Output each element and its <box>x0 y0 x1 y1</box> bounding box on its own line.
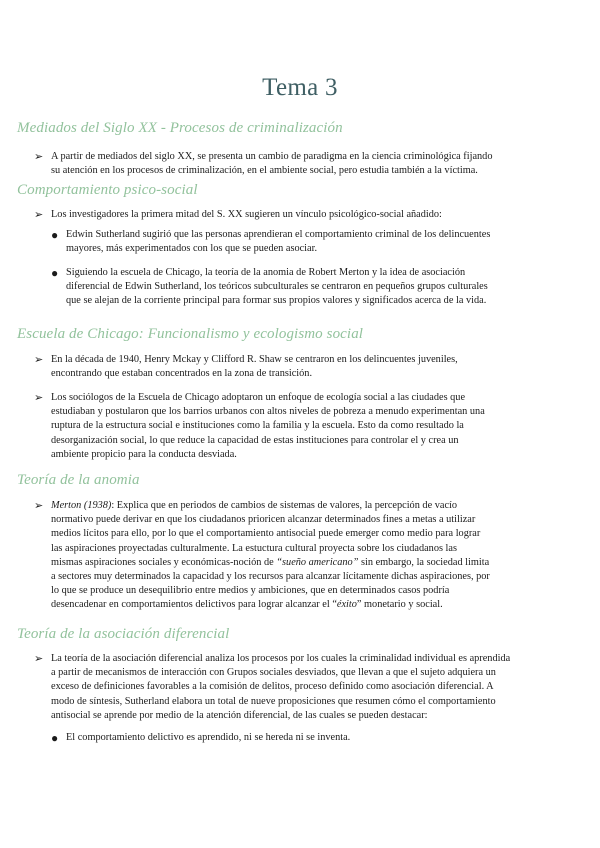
arrow-bullet-icon: ➢ <box>34 354 44 366</box>
arrow-bullet-icon: ➢ <box>34 392 44 404</box>
bullet-dot-icon: ● <box>51 228 59 242</box>
arrow-bullet-icon: ➢ <box>34 209 44 221</box>
paragraph-investigadores: Los investigadores la primera mitad del S. XX sugieren un vínculo psicológico-social añadido: <box>51 209 442 220</box>
paragraph-decada-1940: En la década de 1940, Henry Mckay y Clifford R. Shaw se centraron en los delincuentes juveniles, encontrando que estaban concentrados en la zona de transición. <box>51 354 458 380</box>
section-heading-anomia: Teoría de la anomia <box>17 472 140 488</box>
section-heading-asociacion-diferencial: Teoría de la asociación diferencial <box>17 626 230 642</box>
section-heading-mediados: Mediados del Siglo XX - Procesos de criminalización <box>17 120 343 136</box>
paragraph-paradigma: A partir de mediados del siglo XX, se presenta un cambio de paradigma en la ciencia criminológica fijando su atención en los procesos de criminalización, en el ambiente social, pero estudia también a la víctima. <box>51 151 493 177</box>
merton-citation: Merton (1938) <box>51 500 112 511</box>
bullet-dot-icon: ● <box>51 731 59 745</box>
section-heading-psico-social: Comportamiento psico-social <box>17 182 198 198</box>
paragraph-merton: Merton (1938): Explica que en periodos de cambios de sistemas de valores, la percepción de vacío normativo puede derivar en que los ciudadanos prioricen alcanzar determinados fines a metas a utilizar medios lícitos para ello, por lo que el comportamiento antisocial puede emerger como medio para lograr las aspiraciones proyectadas culturalmente. La estuctura cultural proyecta sobre los ciudadanos las mismas aspiraciones sociales y económicas-noción de “sueño americano” sin embargo, la sociedad limita a sectores muy determinados la capacidad y los recursos para alcanzar lícitamente dichas aspiraciones, por lo que se produce un desequilibrio entre medios y ambiciones, que en determinados casos podría desencadenar en comportamientos delictivos para lograr alcanzar el “éxito” monetario y social. <box>51 500 490 611</box>
page-title: Tema 3 <box>262 74 338 101</box>
paragraph-asociacion-diferencial: La teoría de la asociación diferencial analiza los procesos por los cuales la criminalidad individual es aprendida a partir de mecanismos de interacción con Grupos sociales desviados, que llevan a que el sujeto adquiera un exceso de definiciones favorables a la comisión de delitos, proceso definido como asociación diferencial. A modo de síntesis, Sutherland elabora un total de nueve proposiciones que resumen cómo el comportamiento antisocial se aprende por medio de la atención diferencial, de las cuales se pueden destacar: <box>51 653 511 721</box>
bullet-dot-icon: ● <box>51 266 59 280</box>
bullet-escuela-chicago: Siguiendo la escuela de Chicago, la teoría de la anomia de Robert Merton y la idea de asociación diferencial de Edwin Sutherland, los teóricos subculturales se centraron en pequeños grupos culturales que se alejan de la corriente principal para formar sus propios valores y significados acerca de la vida. <box>66 267 488 307</box>
bullet-comportamiento-aprendido: El comportamiento delictivo es aprendido, ni se hereda ni se inventa. <box>66 732 351 743</box>
paragraph-sociologos: Los sociólogos de la Escuela de Chicago adoptaron un enfoque de ecología social a las ciudades que estudiaban y postularon que los barrios urbanos con altos niveles de pobreza a menudo experimentan una ruptura de la estructura social e instituciones como la familia y la escuela. Esto da como resultado la desorganización social, lo que reduce la capacidad de estas instituciones para controlar el y crea un ambiente propicio para la conducta desviada. <box>51 392 485 460</box>
bullet-sutherland: Edwin Sutherland sugirió que las personas aprendieran el comportamiento criminal de los delincuentes mayores, más experimentados con los que se pueden asociar. <box>66 229 491 255</box>
exito-term: éxito <box>336 599 357 611</box>
arrow-bullet-icon: ➢ <box>34 151 44 163</box>
arrow-bullet-icon: ➢ <box>34 500 44 512</box>
sueno-americano-term: “sueño americano” <box>276 556 359 568</box>
section-heading-escuela-chicago: Escuela de Chicago: Funcionalismo y ecologismo social <box>17 326 364 342</box>
arrow-bullet-icon: ➢ <box>34 653 44 665</box>
